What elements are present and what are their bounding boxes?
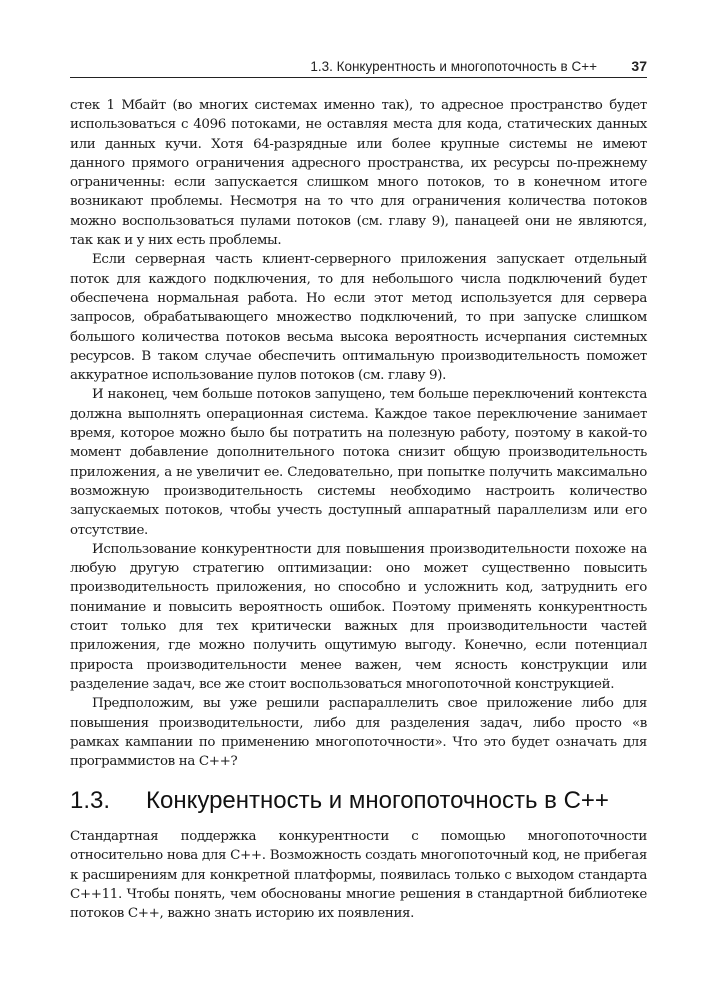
paragraph-optimization: Использование конкурентности для повышения производительности похоже на любую другую стратегию оптимизации: оно может существенно повысить производительность приложения, но способно и усложнить код, затруднить его понимание и повысить вероятность ошибок. Поэтому применять конкурентность стоит только для тех критически важных для производительности частей приложения, где можно получить ощутимую выгоду. Конечно, если потенциал прироста производительности менее важен, чем ясность конструкции или разделение задач, все же стоит воспользоваться многопоточной конструкцией.: [70, 541, 647, 692]
paragraph-continuation: стек 1 Мбайт (во многих системах именно так), то адресное пространство будет использоваться с 4096 потоками, не оставляя места для кода, статических данных или данных кучи. Хотя 64-разрядные или более крупные системы не имеют данного прямого ограничения адресного пространства, их ресурсы по-прежнему ограниченны: если запускается слишком много потоков, то в конечном итоге возникают проблемы. Несмотря на то что для ограничения количества потоков можно воспользоваться пулами потоков (см. главу 9), панацеей они не являются, так как и у них есть проблемы.: [70, 98, 647, 249]
paragraph-section-intro: Стандартная поддержка конкурентности с помощью многопоточности относительно нова для C++. Возможность создать многопоточный код, не прибегая к расширениям для конкретной платформы, появилась только с выходом стандарта C++11. Чтобы понять, чем обоснованы многие решения в стандартной библиотеке потоков C++, важно знать историю их появления.: [70, 829, 647, 922]
paragraph-decision: Предположим, вы уже решили распараллелить свое приложение либо для повышения производительности, либо для разделения задач, либо просто «в рамках кампании по применению многопоточности». Что это будет означать для программистов на C++?: [70, 696, 647, 770]
page-number: 37: [631, 58, 647, 74]
paragraph-context-switches: И наконец, чем больше потоков запущено, тем больше переключений контекста должна выполнять операционная система. Каждое такое переключение занимает время, которое можно было бы потратить на полезную работу, поэтому в какой-то момент добавление дополнительного потока снизит общую производительность приложения, а не увеличит ее. Следовательно, при попытке получить максимально возможную производительность системы необходимо настроить количество запускаемых потоков, чтобы учесть доступный аппаратный параллелизм или его отсутствие.: [70, 387, 647, 538]
section-title: Конкурентность и многопоточность в C++: [146, 787, 609, 814]
section-number: 1.3.: [70, 787, 111, 814]
body-text: [70, 96, 647, 771]
running-header: [70, 40, 647, 78]
section-body-text: [70, 827, 647, 923]
running-title: 1.3. Конкурентность и многопоточность в C++: [310, 59, 597, 74]
paragraph-server-threads: Если серверная часть клиент-серверного приложения запускает отдельный поток для каждого подключения, то для небольшого числа подключений будет обеспечена нормальная работа. Но если этот метод используется для сервера запросов, обрабатывающего множество подключений, то при запуске слишком большого количества потоков весьма высока вероятность исчерпания системных ресурсов. В таком случае обеспечить оптимальную производительность поможет аккуратное использование пулов потоков (см. главу 9).: [70, 252, 647, 384]
section-heading: [70, 785, 609, 817]
